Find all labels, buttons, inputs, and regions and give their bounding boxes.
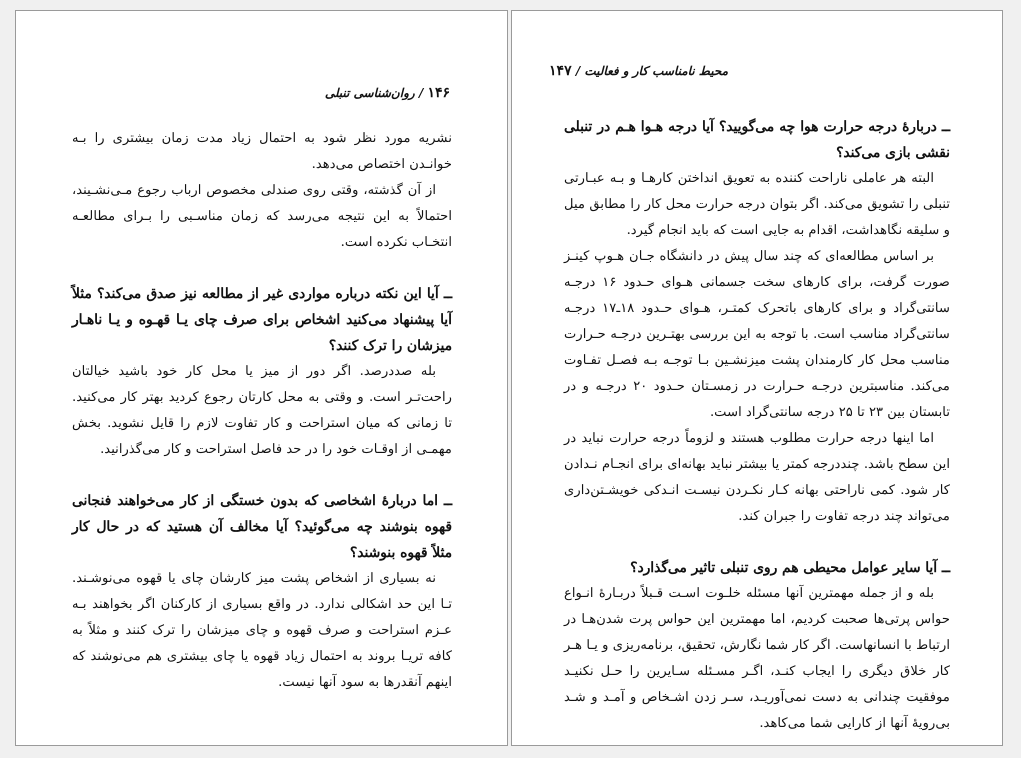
right-page-body xyxy=(564,114,950,737)
left-page xyxy=(15,10,508,746)
left-running-title: روان‌شناسی تنبلی xyxy=(324,86,415,100)
question-heading: ــ آیا این نکته درباره مواردی غیر از مطالعه نیز صدق می‌کند؟ مثلاً آیا پیشنهاد می‌کنید اشخاص برای صرف چای یـا قهـوه و یـا ناهـار میزشان را ترک کنند؟ xyxy=(72,286,452,354)
left-header-separator: / xyxy=(418,86,424,100)
left-page-number: ۱۴۶ xyxy=(427,85,450,101)
question-heading: ــ اما دربارهٔ اشخاصی که بدون خستگی از کار می‌خواهند فنجانی قهوه بنوشند چه می‌گوئید؟ آیا مخالف آن هستید که در حال کار مثلاً قهوه بنوشند؟ xyxy=(72,493,452,561)
right-page-header xyxy=(549,63,728,79)
paragraph: بر اساس مطالعه‌ای که چند سال پیش در دانشگاه جـان هـوپ کینـز صورت گرفت، برای کارهای سخت جسمانی هـوای حـدود ۱۶ درجـه سانتی‌گراد و برای کارهای باتحرک کمتـر، هـوای حـدود ۱۸ـ۱۷ درجـه سانتی‌گراد مناسب است. با توجه به این بررسی بهتـرین درجـه حـرارت مناسب محل کار کارمندان پشت میزنشـین بـا توجـه بـه فصـل تفـاوت می‌کند. مناسبترین درجـه حـرارت در زمسـتان حـدود ۲۰ درجـه و در تابستان بین ۲۳ تا ۲۵ درجه سانتی‌گراد است. xyxy=(564,249,950,420)
left-page-header xyxy=(325,85,450,101)
paragraph: بله و از جمله مهمترین آنها مسئله خلـوت اسـت قـبلاً دربـارهٔ انـواع حواس پرتی‌ها صحبت کردیم، اما مهمترین این حواس پرت شدن‌هـا در ارتباط با انسانهاست. اگر کار شما نگارش، تحقیق، برنامه‌ریزی و یـا هـر کار خلاق دیگری را ایجاب کنـد، اگـر مسـئله سـایرین را حـل نکنیـد موفقیت چندانی به دست نمی‌آوریـد، سـر زدن اشـخاص و آمـد و شـد بی‌رویهٔ آنها از کارایی شما می‌کاهد. xyxy=(564,586,950,731)
question-heading: ــ دربارهٔ درجه حرارت هوا چه می‌گویید؟ آیا درجه هـوا هـم در تنبلی نقشی بازی می‌کند؟ xyxy=(564,119,950,161)
paragraph: بله صددرصد. اگر دور از میز یا محل کار خود باشید خیالتان راحت‌تـر است. و وقتی به محل کارتان رجوع کردید بهتر کار می‌کنید. تا زمانی که میان استراحت و کار تفاوت لازم را قایل نشوید. بخش مهمـی از اوقـات خود را در حد فاصل استراحت و کار می‌گذرانید. xyxy=(72,364,452,457)
paragraph: از آن گذشته، وقتی روی صندلی مخصوص ارباب رجوع مـی‌نشـیند، احتمالاً به این نتیجه می‌رسد که زمان مناسـبی را بـرای مطالعـه انتخـاب نکرده است. xyxy=(72,183,452,250)
right-page xyxy=(511,10,1003,746)
right-page-number: ۱۴۷ xyxy=(549,63,572,79)
paragraph: البته هر عاملی ناراحت کننده به تعویق انداختن کارهـا و بـه عبـارتی تنبلی را تشویق می‌کند. اگر بتوان درجه حرارت محل کار را مطابق میل و سلیقه نگاهداشت، اقدام به جایی است که باید انجام گیرد. xyxy=(564,171,950,238)
right-header-separator: / xyxy=(575,64,581,78)
question-heading: ــ آیا سایر عوامل محیطی هم روی تنبلی تاثیر می‌گذارد؟ xyxy=(630,560,950,576)
paragraph: نه بسیاری از اشخاص پشت میز کارشان چای یا قهوه می‌نوشـند. تـا این حد اشکالی ندارد. در واقع بسیاری از کارکنان اگر بخواهند بـه عـزم استراحت و صرف قهوه و چای میزشان را ترک کنند و مثلاً به کافه تریـا بروند به احتمال زیاد قهوه یا چای بیشتری هم می‌نوشند که اینهم آنقدرها به سود آنها نیست. xyxy=(72,571,452,690)
paragraph: اما اینها درجه حرارت مطلوب هستند و لزوماً درجه حرارت نباید در این سطح باشد. چنددرجه کمتر یا بیشتر نباید بهانه‌ای برای انجـام نـدادن کار شود. کمی ناراحتی بهانه کـار نکـردن نیسـت انـدکی خویشـتن‌داری می‌تواند چند درجه تفاوت را جبران کند. xyxy=(564,431,950,524)
right-running-title: محیط نامناسب کار و فعالیت xyxy=(584,64,728,78)
left-page-body xyxy=(72,126,452,696)
paragraph: نشریه مورد نظر شود به احتمال زیاد مدت زمان بیشتری را بـه خوانـدن اختصاص می‌دهد. xyxy=(72,131,452,172)
